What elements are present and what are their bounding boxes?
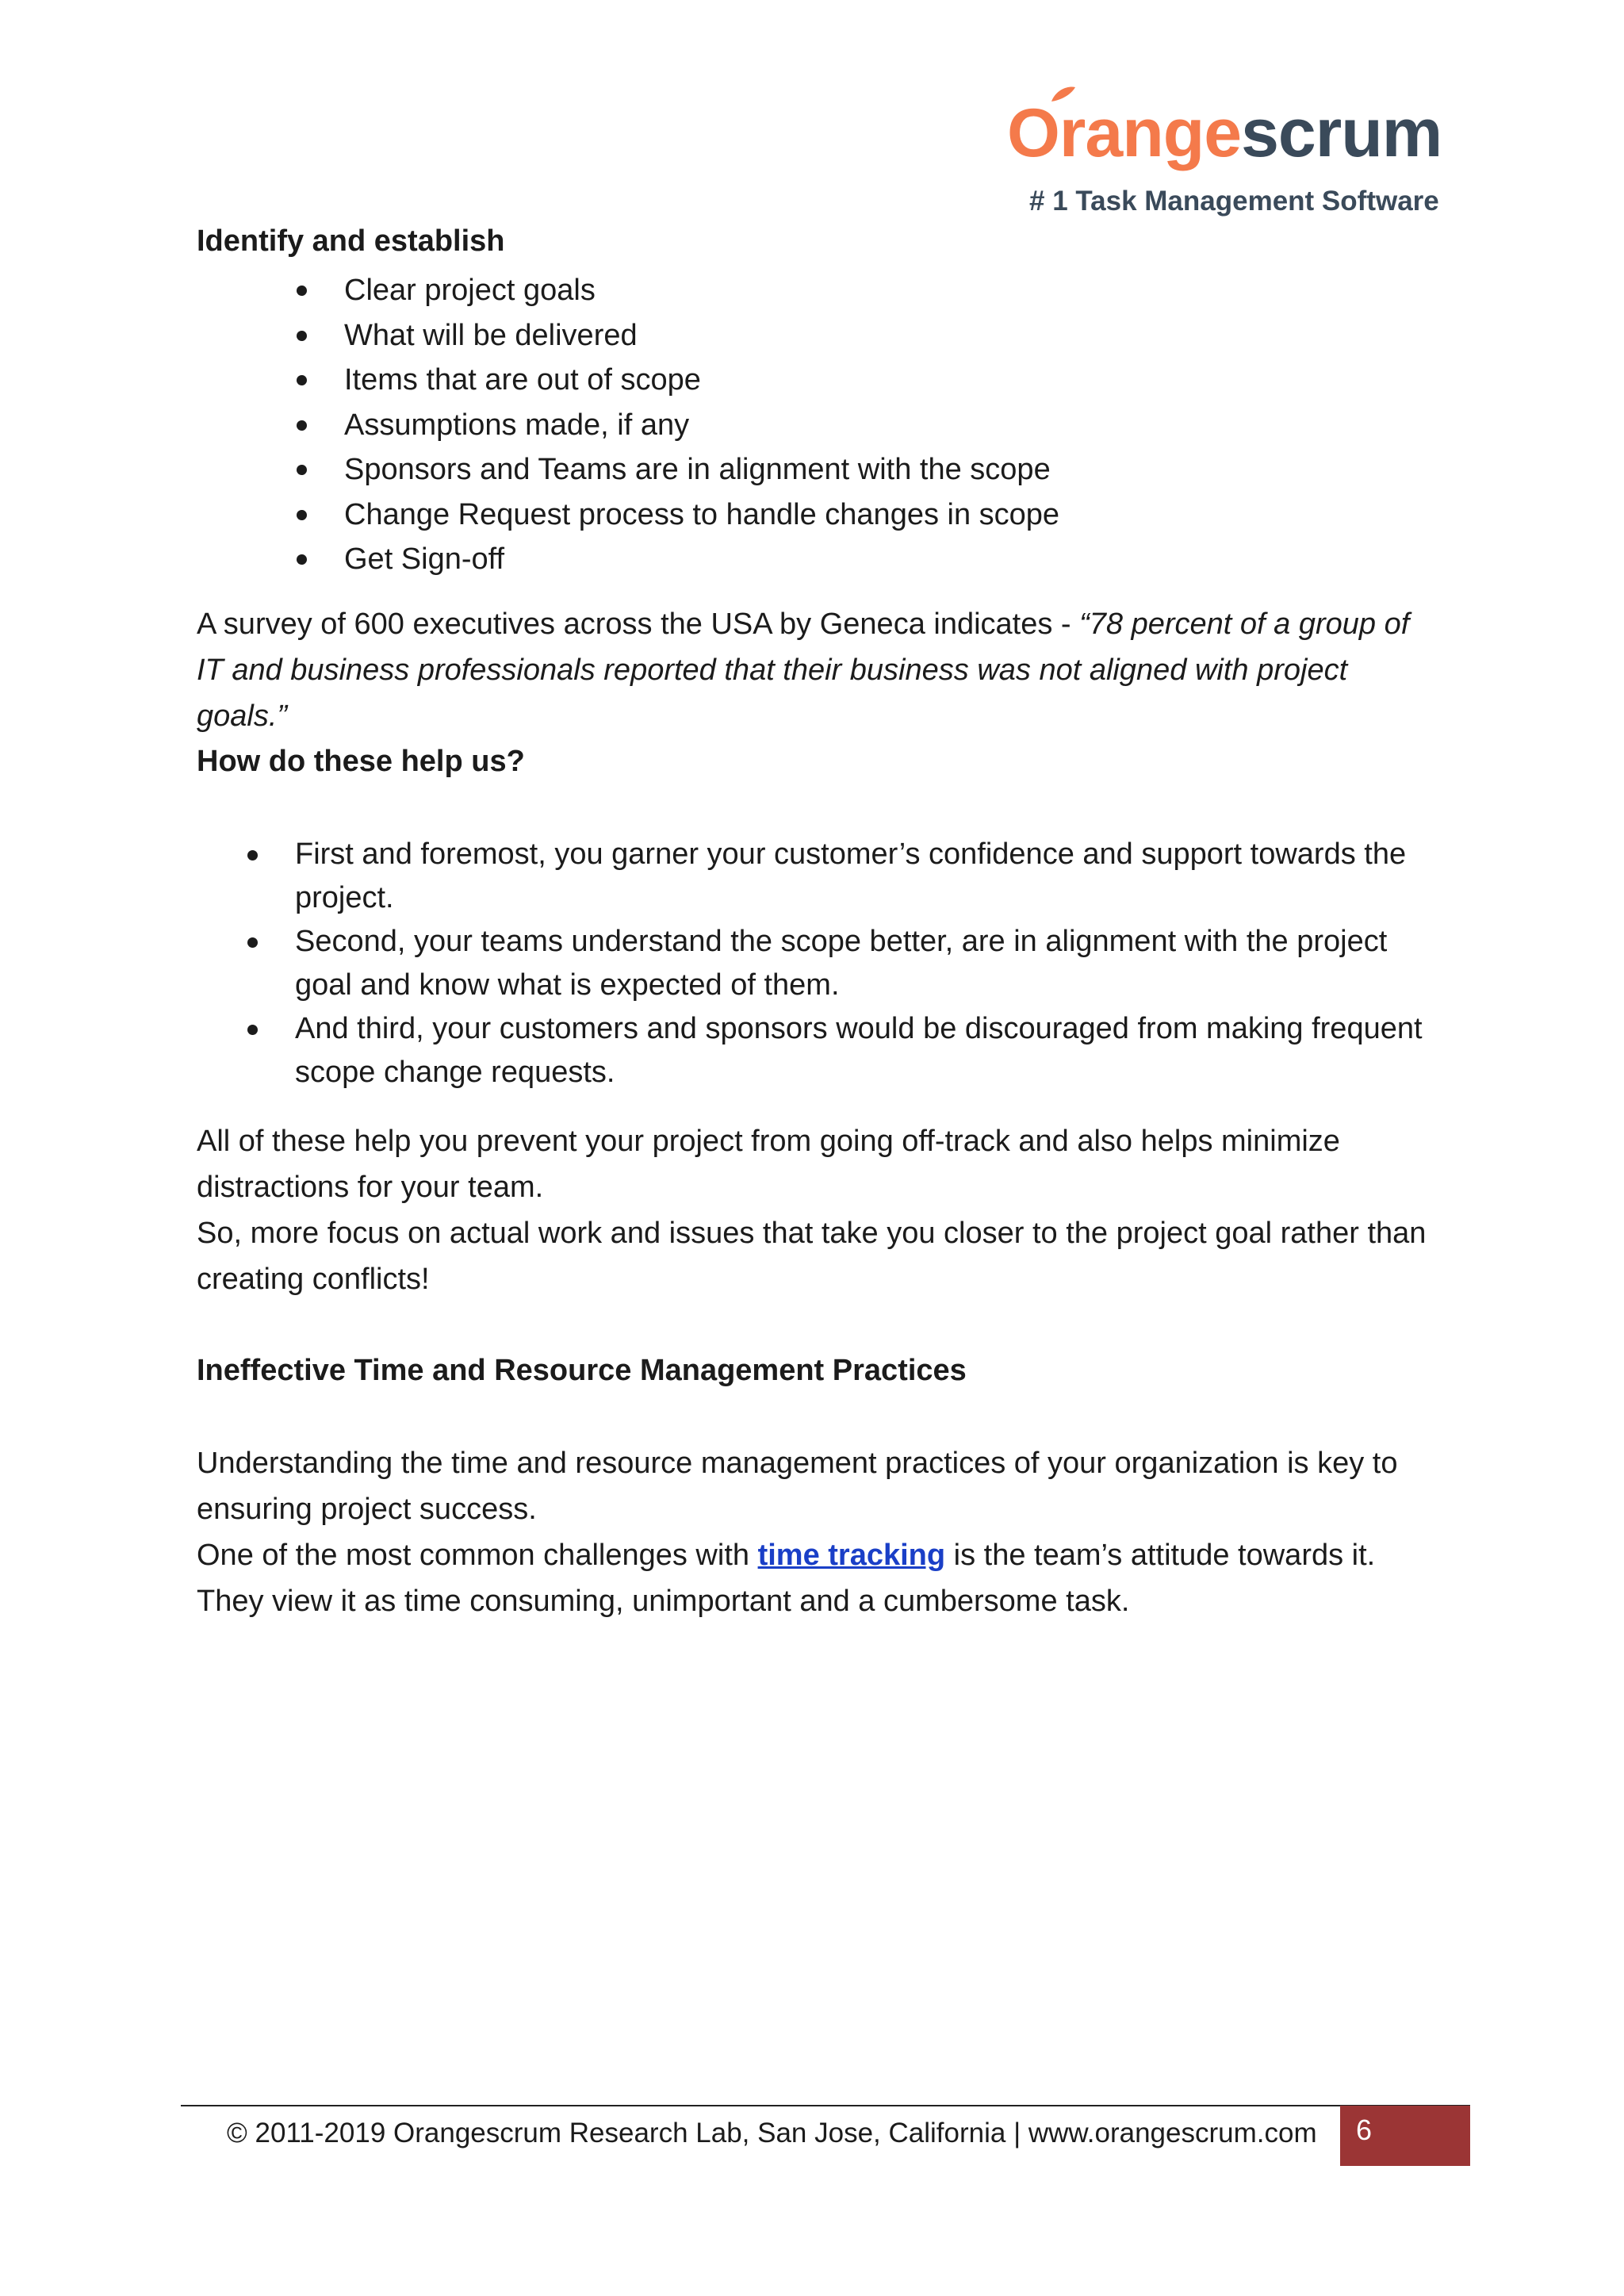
list-item: Second, your teams understand the scope better, are in alignment with the project goal and know what is expected of them. [244, 920, 1434, 1007]
time-para1: Understanding the time and resource management practices of your organization is key to ensuring project success. [197, 1447, 1398, 1526]
page-number-box [1340, 2106, 1470, 2166]
list-item: What will be delivered [293, 313, 1059, 358]
list-item: Sponsors and Teams are in alignment with the scope [293, 447, 1059, 493]
summary-line: So, more focus on actual work and issues that take you closer to the project goal rather than creating conflicts! [197, 1217, 1427, 1296]
survey-paragraph [197, 601, 1442, 739]
section-heading-help: How do these help us? [197, 745, 525, 778]
list-item: Items that are out of scope [293, 358, 1059, 403]
footer-divider [181, 2105, 1470, 2106]
list-item: Get Sign-off [293, 537, 1059, 582]
footer-text: © 2011-2019 Orangescrum Research Lab, San Jose, California | www.orangescrum.com [227, 2118, 1317, 2148]
list-item: Assumptions made, if any [293, 403, 1059, 448]
list-item: And third, your customers and sponsors would be discouraged from making frequent scope change requests. [244, 1007, 1434, 1094]
list-item: First and foremost, you garner your customer’s confidence and support towards the project. [244, 833, 1434, 920]
time-para2: One of the most common challenges with time tracking is the team’s attitude towards it. [197, 1539, 1376, 1572]
page-number: 6 [1356, 2114, 1373, 2146]
identify-list [293, 268, 1059, 582]
list-item: Clear project goals [293, 268, 1059, 313]
time-para3: They view it as time consuming, unimportant and a cumbersome task. [197, 1585, 1130, 1618]
time-tracking-link[interactable]: time tracking [757, 1539, 946, 1572]
survey-lead: A survey of 600 executives across the USA by Geneca indicates - [197, 608, 1080, 641]
logo-tagline: # 1 Task Management Software [1029, 186, 1439, 217]
section-heading-identify: Identify and establish [197, 224, 505, 258]
help-list [244, 833, 1434, 1094]
summary-paragraph [197, 1118, 1442, 1302]
list-item: Change Request process to handle changes in scope [293, 493, 1059, 538]
orangescrum-logo [1007, 94, 1442, 228]
logo-wordmark: Orangescrum [1007, 95, 1442, 171]
summary-line: All of these help you prevent your project from going off-track and also helps minimize distractions for your team. [197, 1125, 1340, 1204]
time-paragraph [197, 1440, 1442, 1624]
survey-quote: “78 percent of a group of IT and business professionals reported that their business was not aligned with project goals.” [197, 608, 1410, 733]
section-heading-time: Ineffective Time and Resource Management Practices [197, 1354, 967, 1387]
